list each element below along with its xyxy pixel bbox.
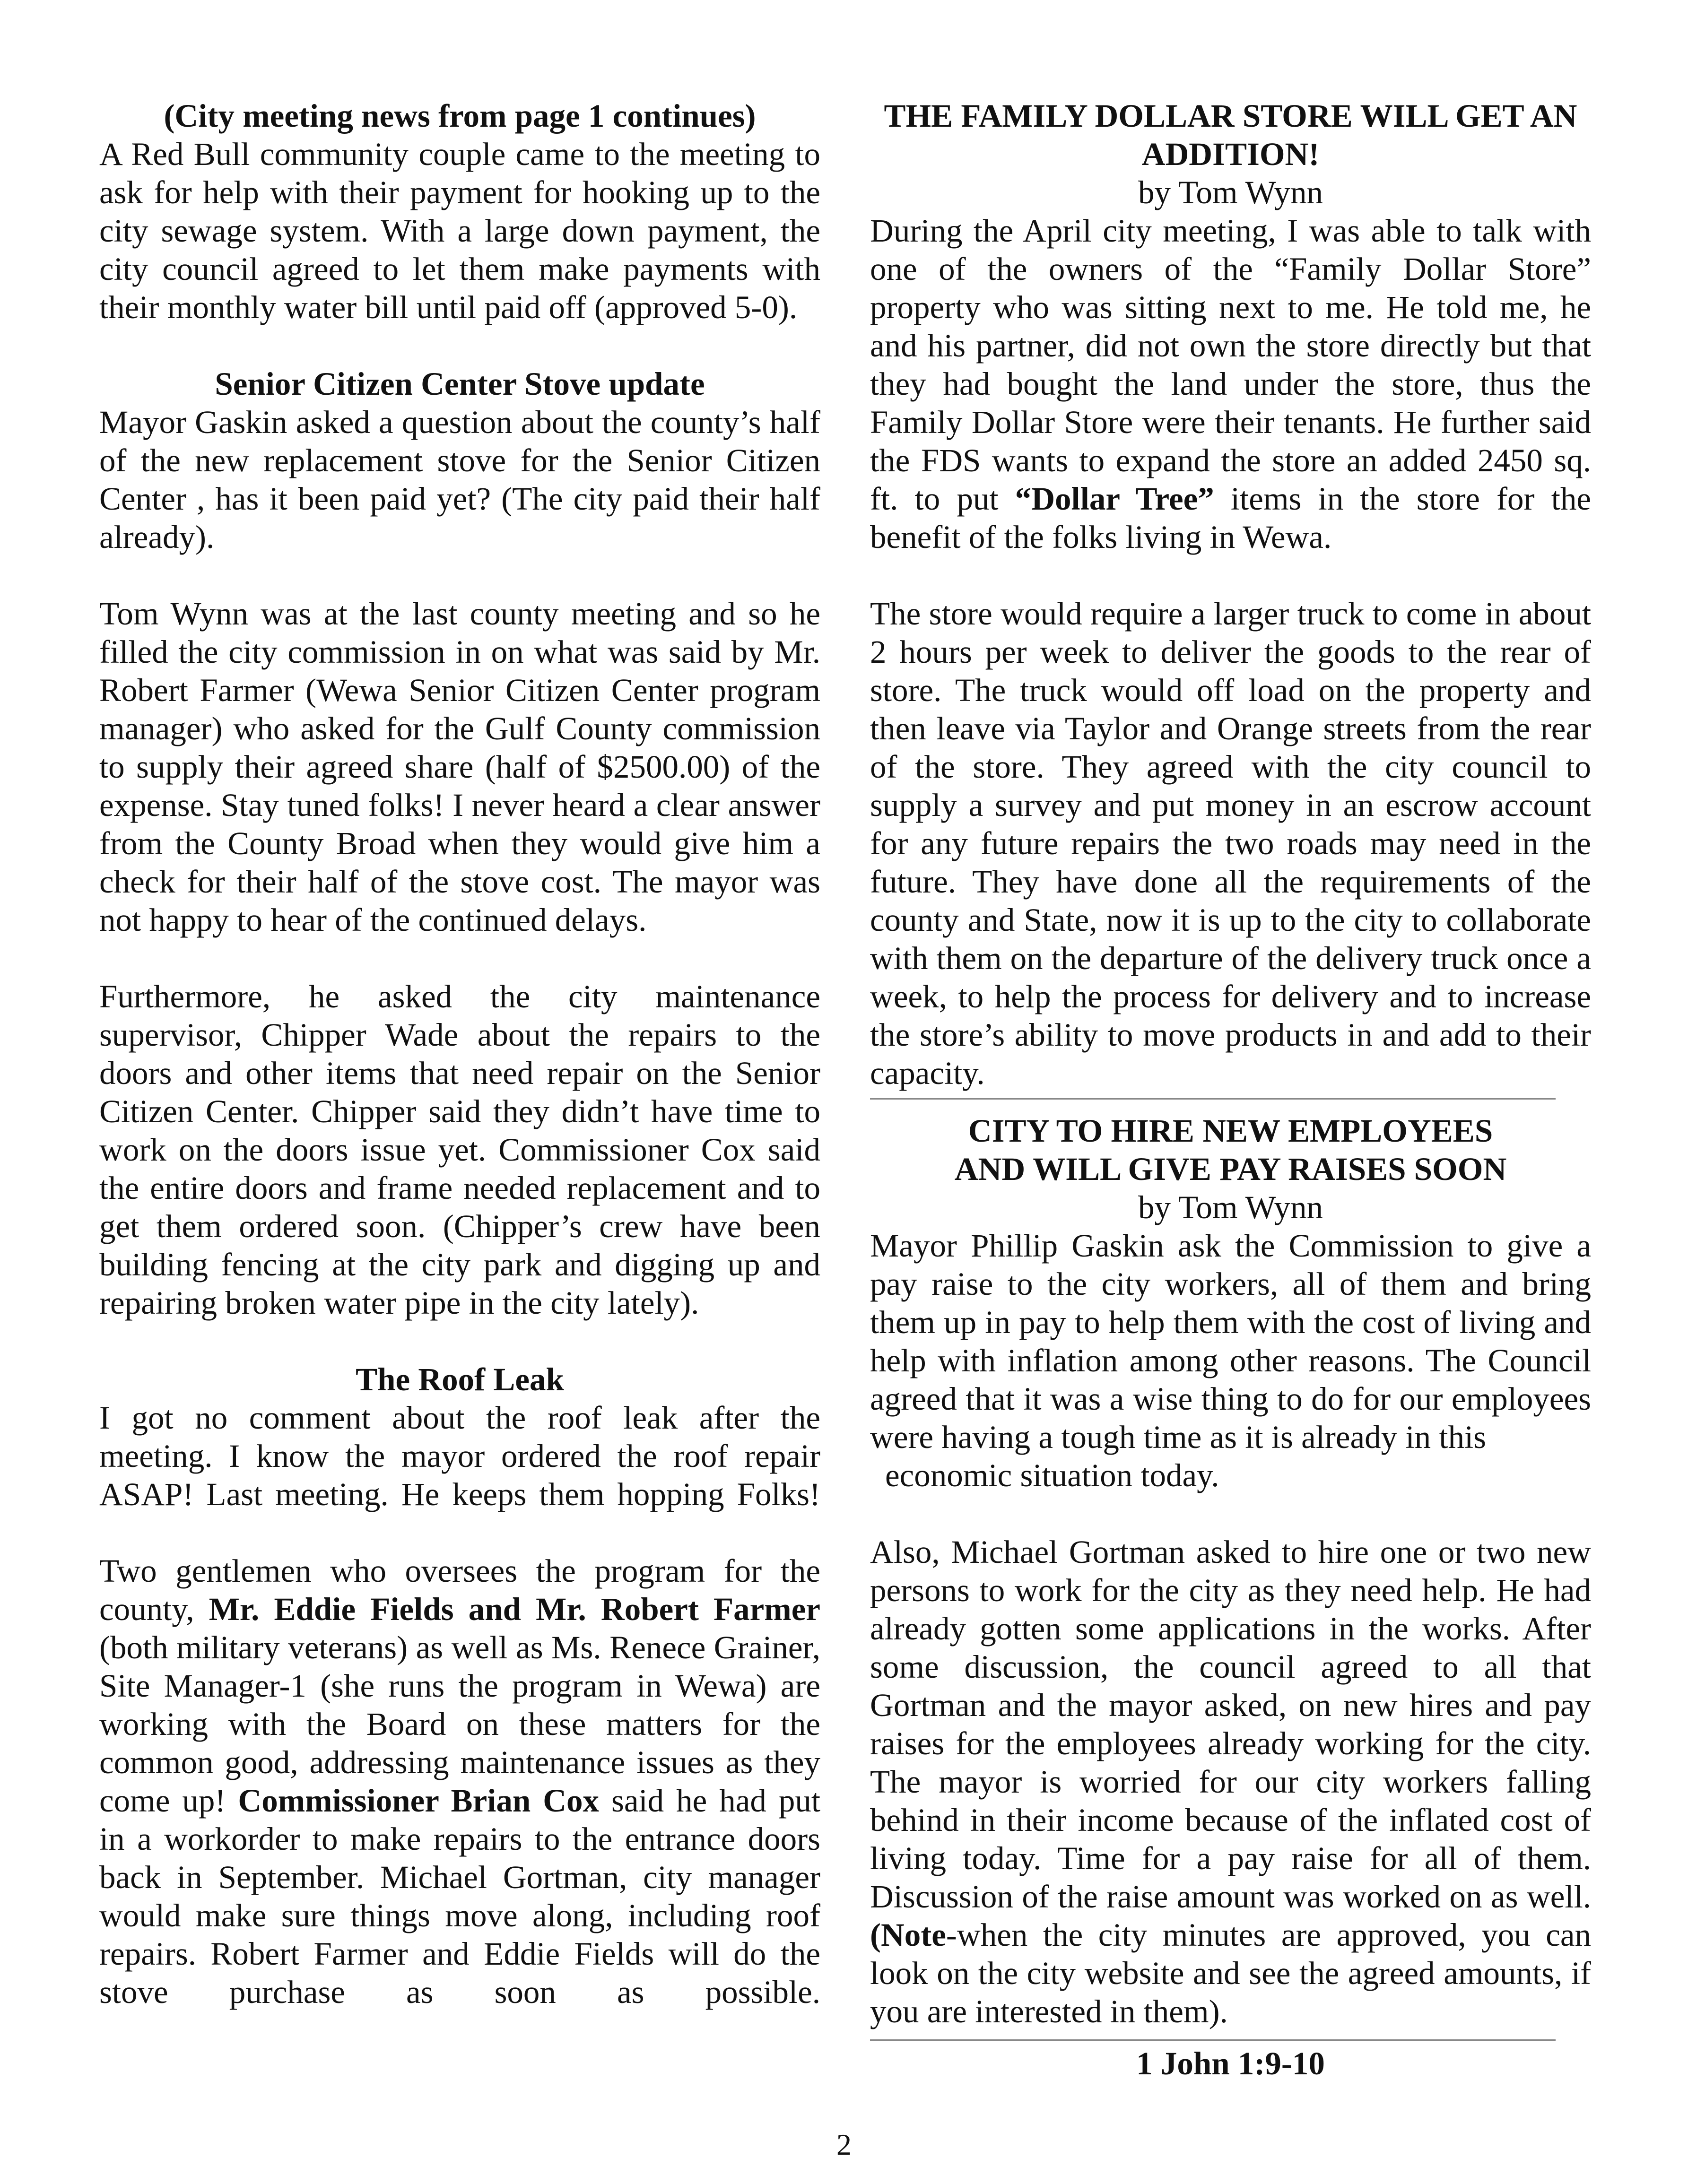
commissioner-name: Commissioner Brian Cox [238, 1783, 600, 1819]
stove-update-heading: Senior Citizen Center Stove update [215, 366, 705, 402]
hire-heading-line-2: AND WILL GIVE PAY RAISES SOON [954, 1151, 1507, 1187]
text-run: Two gentlemen who oversees the program for the county, [99, 1553, 820, 1627]
text-run: said he had put in a workorder to make repairs to the entrance doors back in September. Michael Gortman, city manager would make sure things move along, including roof repairs. Robert Farmer and Eddie Fields will do the stove purchase as soon as possible. [99, 1783, 821, 2010]
continued-heading: (City meeting news from page 1 continues) [164, 98, 756, 134]
family-dollar-paragraph-1 [870, 212, 1591, 556]
left-column [99, 97, 820, 2011]
new-hires-paragraph [870, 1533, 1591, 2031]
family-dollar-heading: THE FAMILY DOLLAR STORE WILL GET AN ADDITION! [884, 98, 1577, 172]
note-label: (Note [870, 1917, 946, 1953]
right-column [870, 97, 1591, 2083]
sewage-paragraph: A Red Bull community couple came to the meeting to ask for help with their payment for hooking up to the city sewage system. With a large down payment, the city council agreed to let them make payments with their monthly water bill until paid off (approved 5-0). [99, 136, 820, 325]
pay-raise-paragraph-end: economic situation today. [885, 1457, 1219, 1493]
text-run: -when the city minutes are approved, you can look on the city website and see the agreed amounts, if you are interested in them). [870, 1917, 1591, 2029]
dollar-tree-name: “Dollar Tree” [1015, 481, 1214, 517]
hire-heading-line-1: CITY TO HIRE NEW EMPLOYEES [968, 1113, 1493, 1149]
county-meeting-paragraph: Tom Wynn was at the last county meeting and so he filled the city commission in on what was said by Mr. Robert Farmer (Wewa Senior Citizen Center program manager) who asked for the Gulf County commission to supply their agreed share (half of $2500.00) of the expense. Stay tuned folks! I never heard a clear answer from the County Broad when they would give him a check for their half of the stove cost. The mayor was not happy to hear of the continued delays. [99, 596, 820, 938]
text-run: During the April city meeting, I was able to talk with one of the owners of the “Family Dollar Store” property who was sitting next to me. He told me, he and his partner, did not own the store directly but that they had bought the land under the store, thus the Family Dollar Store were their tenants. He further said the FDS wants to expand the store an added 2450 sq. ft. to put [870, 213, 1591, 517]
roof-leak-paragraph: I got no comment about the roof leak after the meeting. I know the mayor ordered the roof repair ASAP! Last meeting. He keeps them hopping Folks! [99, 1400, 820, 1512]
section-divider [870, 2039, 1556, 2041]
overseer-names: Mr. Eddie Fields and Mr. Robert Farmer [209, 1591, 820, 1627]
family-dollar-byline: by Tom Wynn [1138, 174, 1323, 210]
text-run: Also, Michael Gortman asked to hire one or two new persons to work for the city as they need help. He had already gotten some applications in the works. After some discussion, the council agreed to all that Gortman and the mayor asked, on new hires and pay raises for the employees already working for the city. The mayor is worried for our city workers falling behind in their income because of the inflated cost of living today. Time for a pay raise for all of them. Discussion of the raise amount was worked on as well. [870, 1534, 1591, 1915]
page-number: 2 [836, 2128, 852, 2161]
text-run: items in the store for the benefit of the folks living in Wewa. [870, 481, 1591, 555]
roof-leak-heading: The Roof Leak [356, 1361, 564, 1397]
pay-raise-paragraph: Mayor Phillip Gaskin ask the Commission to give a pay raise to the city workers, all of them and bring them up in pay to help them with the cost of living and help with inflation among other reasons. The Council agreed that it was a wise thing to do for our employees were having a tough time as it is already in this [870, 1228, 1591, 1455]
stove-question-paragraph: Mayor Gaskin asked a question about the county’s half of the new replacement stove for the Senior Citizen Center , has it been paid yet? (The city paid their half already). [99, 404, 820, 555]
program-overseers-paragraph [99, 1552, 820, 2011]
hire-byline: by Tom Wynn [1138, 1189, 1323, 1225]
family-dollar-paragraph-2: The store would require a larger truck to come in about 2 hours per week to deliver the goods to the rear of store. The truck would off load on the property and then leave via Taylor and Orange streets from the rear of the store. They agreed with the city council to supply a survey and put money in an escrow account for any future repairs the two roads may need in the future. They have done all the requirements of the county and State, now it is up to the city to collaborate with them on the departure of the delivery truck once a week, to help the process for delivery and to increase the store’s ability to move products in and add to their capacity. [870, 596, 1591, 1091]
maintenance-paragraph: Furthermore, he asked the city maintenance supervisor, Chipper Wade about the repairs to the doors and other items that need repair on the Senior Citizen Center. Chipper said they didn’t have time to work on the doors issue yet. Commissioner Cox said the entire doors and frame needed replacement and to get them ordered soon. (Chipper’s crew have been building fencing at the city park and digging up and repairing broken water pipe in the city lately). [99, 979, 820, 1321]
text-run: (both military veterans) as well as Ms. Renece Grainer, Site Manager-1 (she runs the program in Wewa) are working with the Board on these matters for the common good, addressing maintenance issues as they come up! [99, 1629, 820, 1819]
scripture-reference: 1 John 1:9-10 [1136, 2045, 1325, 2081]
section-divider [870, 1098, 1556, 1100]
